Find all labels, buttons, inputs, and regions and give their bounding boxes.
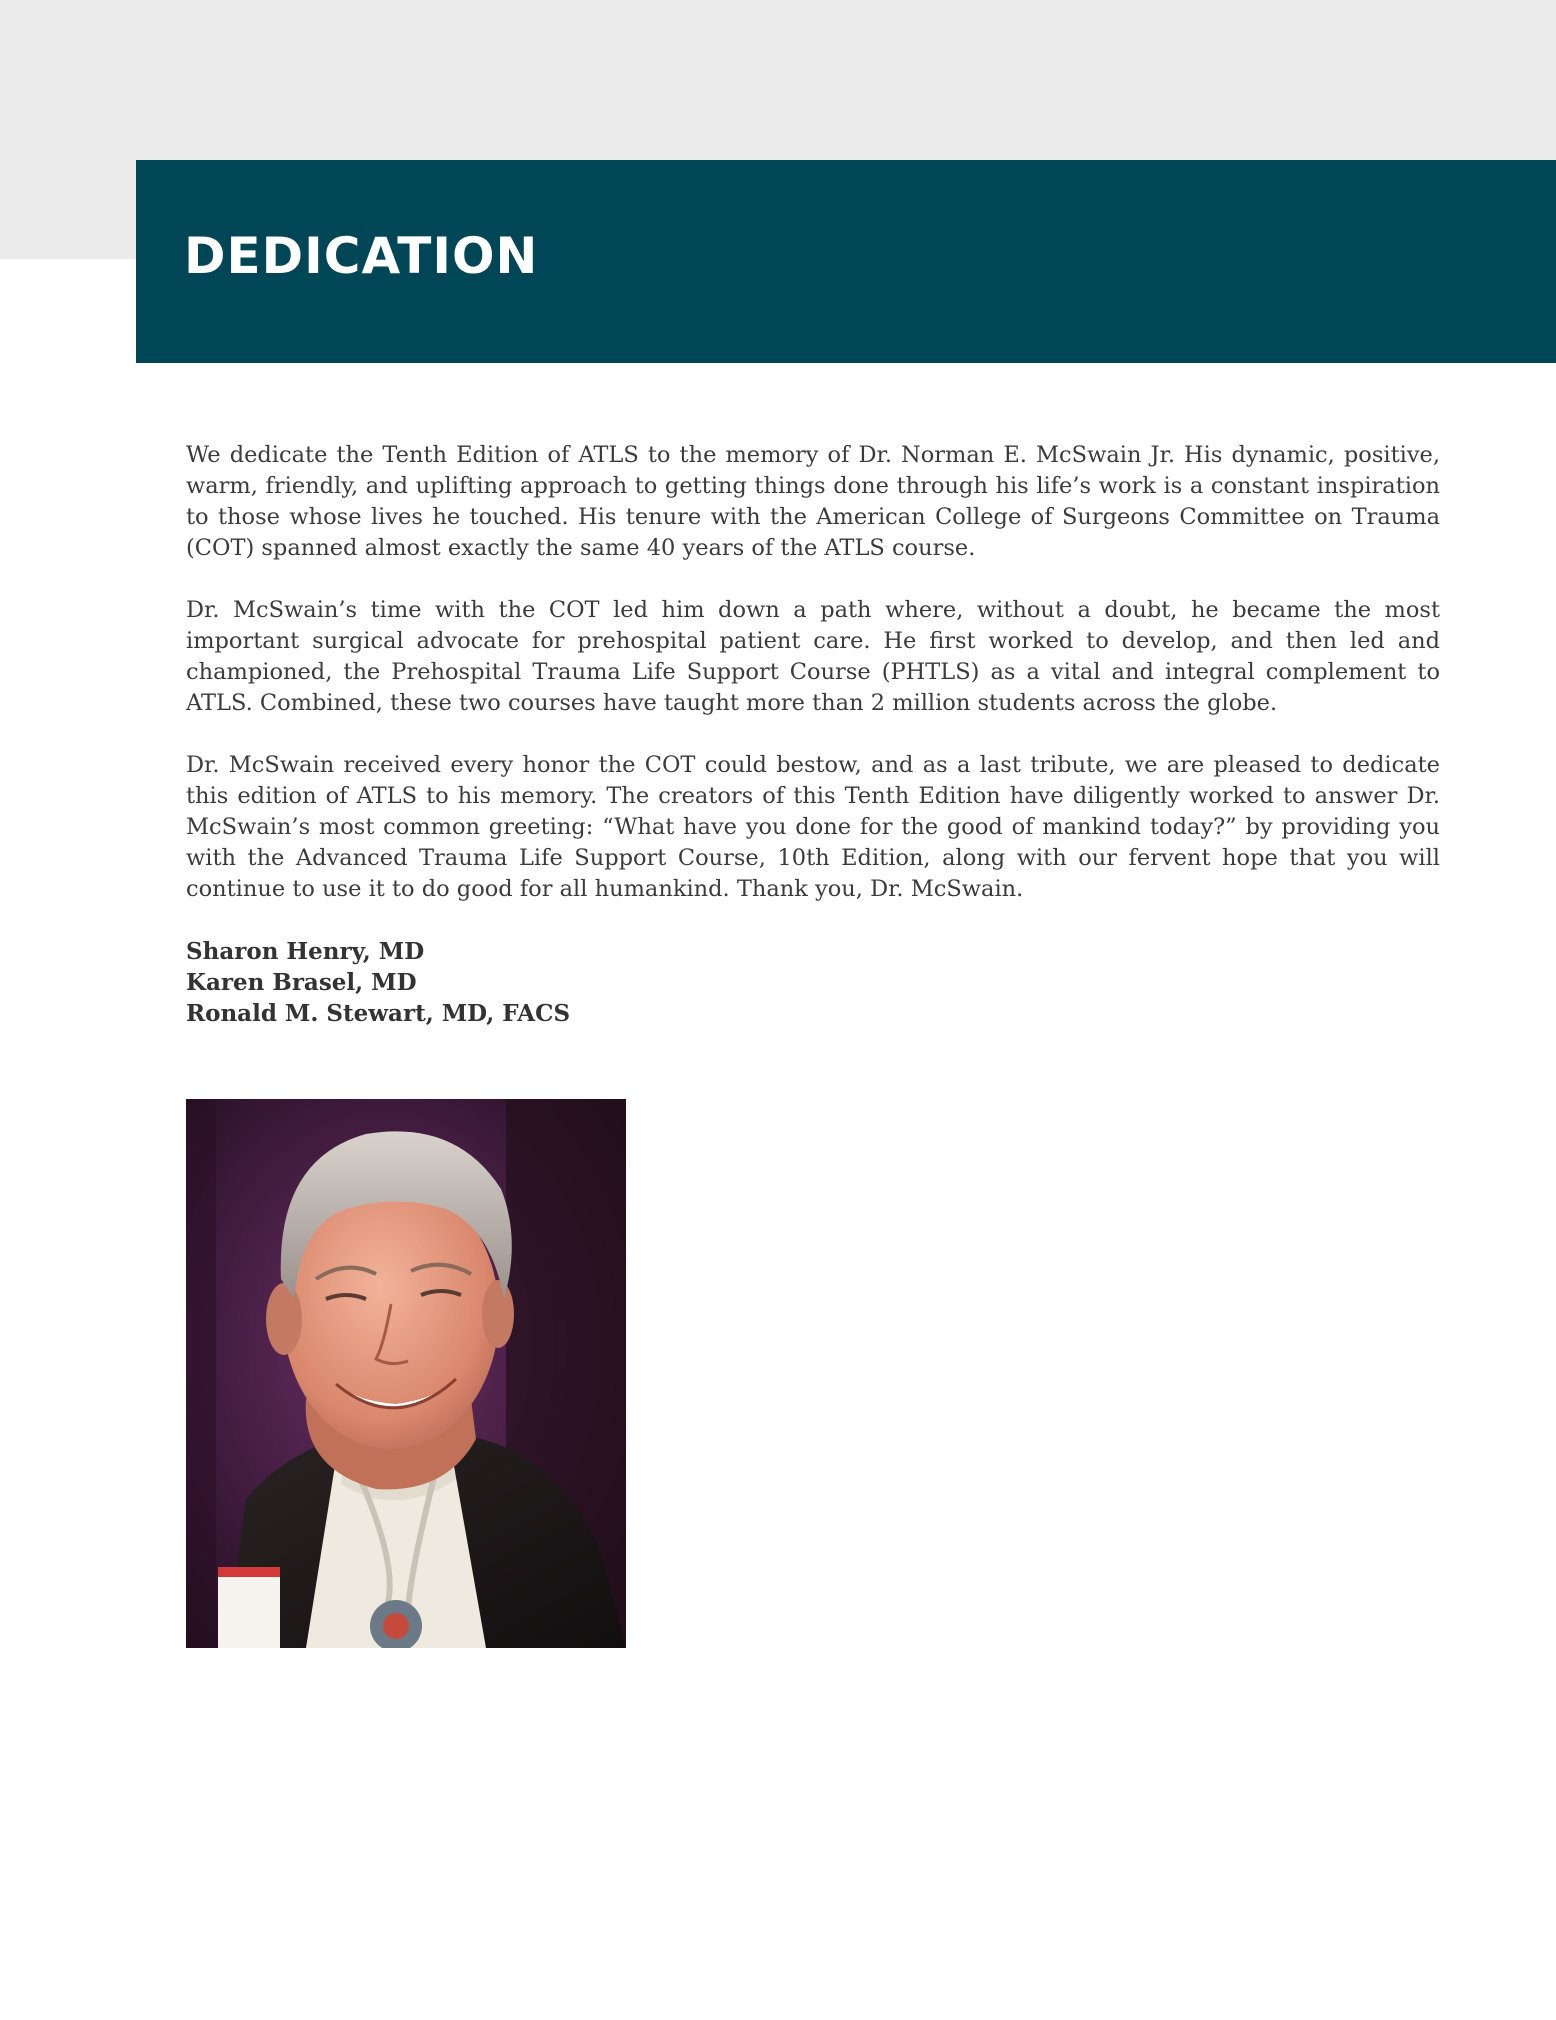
portrait-photo-icon bbox=[186, 1099, 626, 1648]
portrait-photo bbox=[186, 1099, 626, 1648]
paragraph-1: We dedicate the Tenth Edition of ATLS to the memory of Dr. Norman E. McSwain Jr. His dynamic, positive, warm, friendly, and uplifting approach to getting things done through his life’s work is a constant inspiration to those whose lives he touched. His tenure with the American College of Surgeons Committee on Trauma (COT) spanned almost exactly the same 40 years of the ATLS course. bbox=[186, 442, 1440, 561]
signature-block bbox=[186, 936, 1440, 1029]
signature-line: Sharon Henry, MD bbox=[186, 938, 425, 965]
paragraph-2: Dr. McSwain’s time with the COT led him down a path where, without a doubt, he became the most important surgical advocate for prehospital patient care. He first worked to develop, and then led and championed, the Prehospital Trauma Life Support Course (PHTLS) as a vital and integral complement to ATLS. Combined, these two courses have taught more than 2 million students across the globe. bbox=[186, 597, 1440, 716]
signature-line: Karen Brasel, MD bbox=[186, 969, 417, 996]
signature-line: Ronald M. Stewart, MD, FACS bbox=[186, 1000, 571, 1027]
paragraph-3: Dr. McSwain received every honor the COT could bestow, and as a last tribute, we are pleased to dedicate this edition of ATLS to his memory. The creators of this Tenth Edition have diligently worked to answer Dr. McSwain’s most common greeting: “What have you done for the good of mankind today?” by providing you with the Advanced Trauma Life Support Course, 10th Edition, along with our fervent hope that you will continue to use it to do good for all humankind. Thank you, Dr. McSwain. bbox=[186, 752, 1440, 902]
dedication-body bbox=[186, 440, 1440, 1029]
page-title: DEDICATION bbox=[184, 227, 539, 285]
